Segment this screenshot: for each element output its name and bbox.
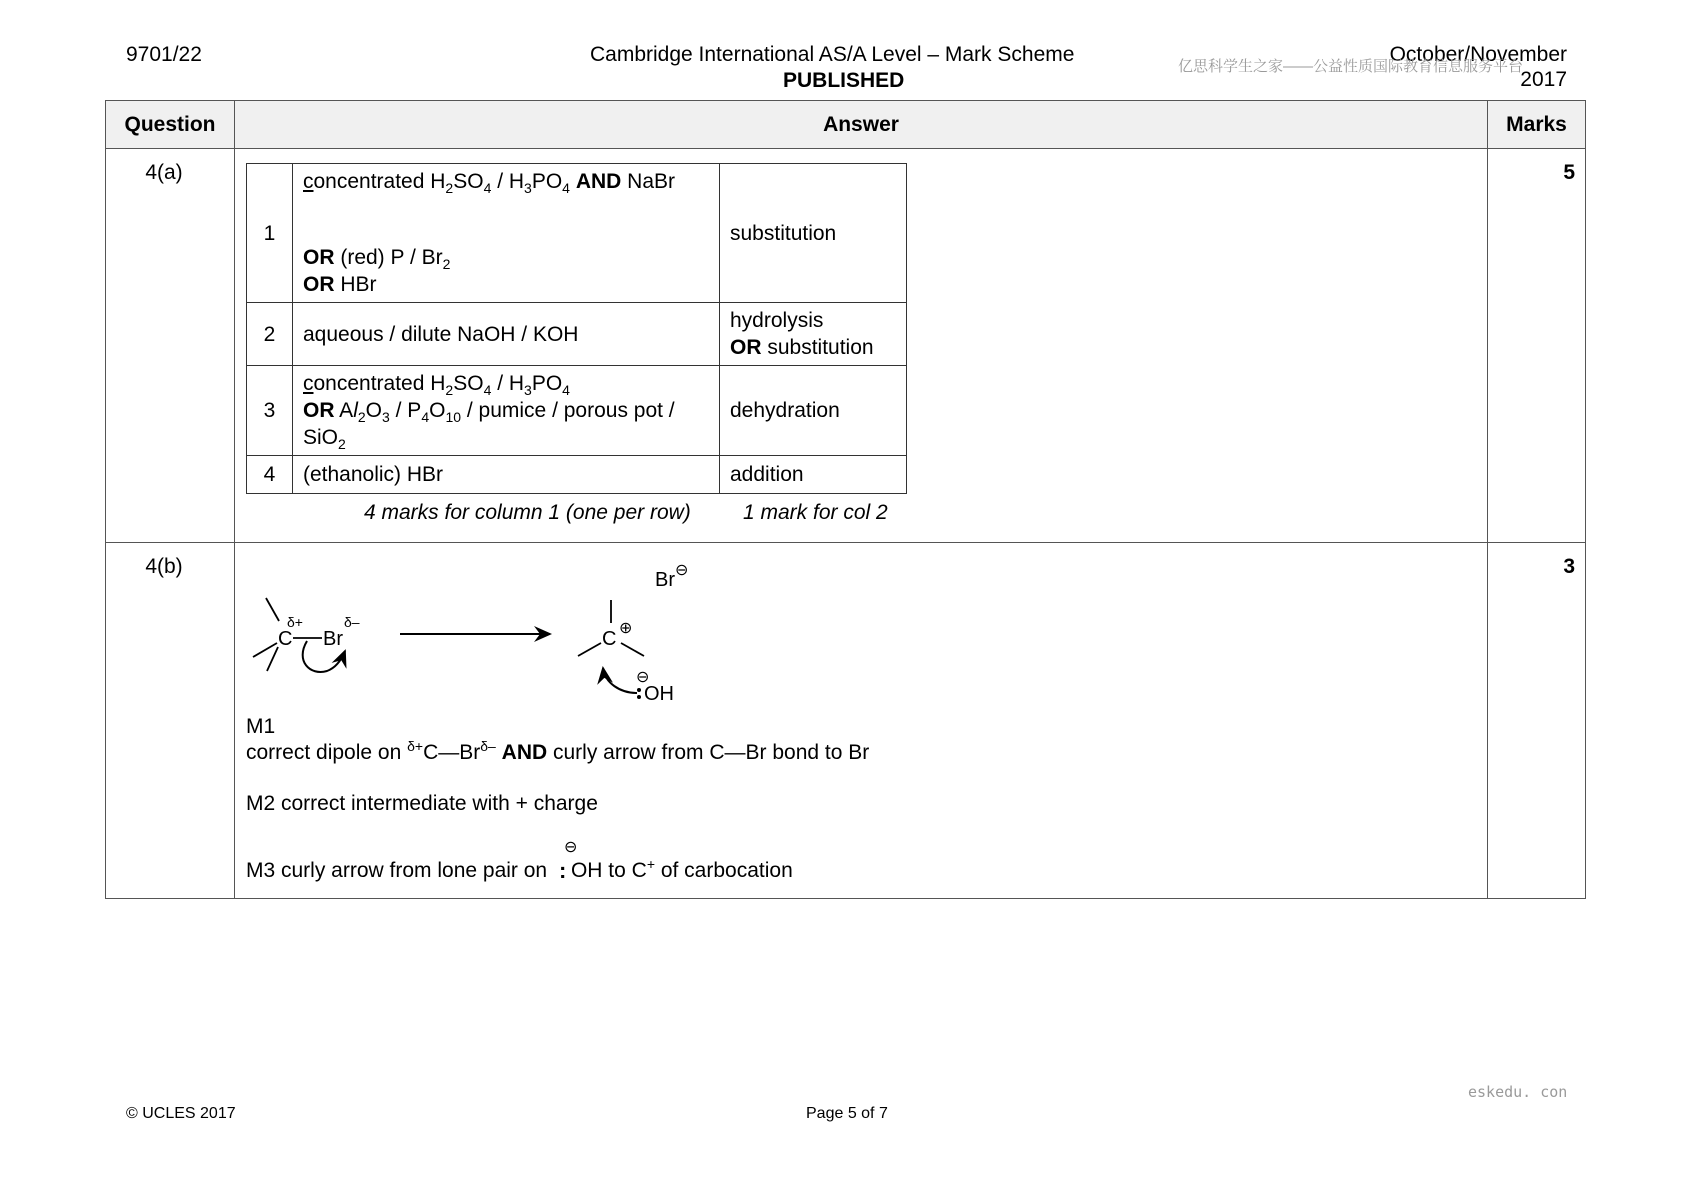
subscript: 3 [524,180,532,197]
reagent-text: PO [531,170,563,193]
reagent-row-1 [247,164,907,303]
positive-charge: ⊕ [619,620,633,637]
reagent-text: O [429,399,446,422]
subscript: 4 [562,180,570,197]
or-keyword: OR [730,336,762,359]
reaction-type [720,303,907,366]
question-header: Question [106,101,235,149]
underlined-letter: c [303,372,314,395]
row-number: 2 [247,303,293,366]
reagent-text: oncentrated H [313,170,446,193]
page-number: Page 5 of 7 [806,1105,888,1122]
table-row-4b [106,543,1586,899]
reagents-table [246,163,907,494]
lone-pair-colon: : [558,858,567,883]
superscript: + [646,856,655,872]
reaction-type: addition [720,456,907,494]
reagent-text: PO [531,372,563,395]
bond-line [267,647,278,671]
subscript: 4 [562,382,570,399]
lone-pair-dot [637,688,641,692]
watermark-text: 亿思科学生之家——公益性质国际教育信息服务平台 [1178,58,1524,75]
reagent-text: / P [389,399,422,422]
marks-header: Marks [1488,101,1586,149]
hydroxide-charge: ⊖ [636,669,650,686]
paper-code: 9701/22 [126,43,202,66]
document-title: Cambridge International AS/A Level – Mark Scheme [590,43,1075,66]
and-keyword: AND [575,170,622,193]
marks-note-column1: 4 marks for column 1 (one per row) [364,501,691,524]
bond-line [578,643,601,656]
subscript: 2 [442,256,451,273]
table-header-row [106,101,1586,149]
reagent-text: SO [453,170,484,193]
question-number: 4(b) [106,543,235,899]
reagent-text: / H [491,372,525,395]
published-label: PUBLISHED [783,69,905,92]
row-number: 3 [247,366,293,456]
year-label: 2017 [1520,68,1567,91]
marks-note-column2: 1 mark for col 2 [743,501,888,524]
reagent-cell: (ethanolic) HBr [293,456,720,494]
carbocation-carbon: C [602,628,617,650]
answer-header: Answer [235,101,1488,149]
reagent-text: SiO [303,426,339,449]
table-row-4a [106,149,1586,543]
subscript: 4 [421,409,430,426]
copyright: © UCLES 2017 [126,1105,236,1122]
reagent-cell [293,366,720,456]
hydroxide-text: OH [570,859,603,882]
answer-cell-4a [235,149,1488,543]
m3-description [246,839,793,883]
reaction-type-text: hydrolysis [730,309,824,332]
subscript: 2 [445,180,454,197]
marks-value: 3 [1488,543,1586,899]
superscript: δ+ [407,738,424,754]
underlined-letter: c [303,170,314,193]
subscript: 2 [357,409,366,426]
reagent-row-4 [247,456,907,494]
hydroxide-inline [558,839,603,883]
subscript: 4 [483,382,492,399]
reagent-row-3 [247,366,907,456]
bond-line [621,643,644,656]
subscript: 4 [483,180,492,197]
m3-text: M3 curly arrow from lone pair on [246,859,553,882]
m1-label: M1 [246,715,276,738]
delta-minus: δ– [344,614,360,630]
or-keyword: OR [303,399,335,422]
hydroxide-group: OH [644,683,674,705]
hydroxide-charge: ⊖ [563,839,578,856]
or-keyword: OR [303,273,335,296]
reagent-text: A [334,399,354,422]
reagent-text: HBr [334,273,377,296]
watermark-url: eskedu. con [1468,1083,1568,1101]
bond-line [266,598,279,621]
session-label: October/November [1389,43,1567,66]
reaction-type: dehydration [720,366,907,456]
answer-cell-4b [235,543,1488,899]
mark-scheme-table [105,100,1586,899]
m1-text: correct dipole on [246,741,408,764]
reaction-type-text: substitution [761,336,874,359]
subscript: 10 [445,409,462,426]
reagent-text: / pumice / porous pot / [461,399,675,422]
or-keyword: OR [303,246,335,269]
m3-text: to C [602,859,647,882]
subscript: 3 [524,382,532,399]
reagent-cell: aqueous / dilute NaOH / KOH [293,303,720,366]
reagent-cell [293,164,720,303]
row-number: 1 [247,164,293,303]
reagent-text: / H [491,170,525,193]
m1-text: C—Br [423,741,481,764]
mechanism-diagram [235,543,735,713]
marks-value: 5 [1488,149,1586,543]
reaction-type: substitution [720,164,907,303]
reagent-row-2 [247,303,907,366]
m1-text: curly arrow from C—Br bond to Br [547,741,870,764]
m1-description [246,738,870,765]
and-keyword: AND [501,741,548,764]
m3-text: of carbocation [655,859,793,882]
row-number: 4 [247,456,293,494]
superscript: δ– [480,738,496,754]
reagent-text: SO [453,372,484,395]
reagent-text: oncentrated H [313,372,446,395]
m2-description: M2 correct intermediate with + charge [246,792,598,815]
delta-plus: δ+ [287,614,303,630]
lone-pair-dot [637,695,641,699]
reagent-text: (red) P / Br [334,246,443,269]
carbon-atom: C [278,628,293,650]
bromine-atom: Br [323,628,343,650]
curly-arrow-oh-to-c [603,668,637,693]
reagent-text: NaBr [621,170,675,193]
bromide-charge: ⊖ [675,562,689,579]
reagent-text: O [365,399,382,422]
bromide-ion: Br [655,569,675,591]
subscript: 2 [338,436,346,453]
subscript: 3 [382,409,390,426]
alternative-reagents [303,244,450,298]
reagent-line [303,168,709,195]
question-number: 4(a) [106,149,235,543]
italic-l: l [353,399,358,422]
subscript: 2 [445,382,454,399]
